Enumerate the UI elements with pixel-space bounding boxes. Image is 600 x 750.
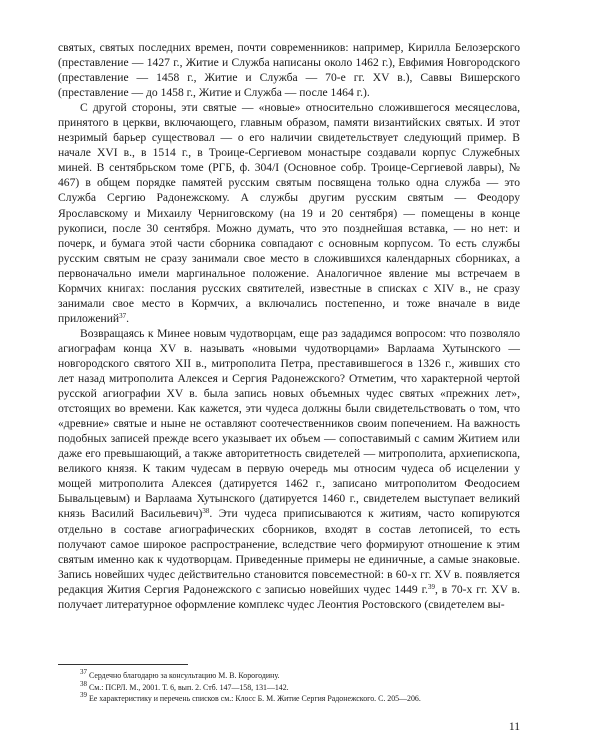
footnote-text: Сердечно благодарю за консультацию М. В. Корогодину. (88, 671, 280, 680)
footnote-number: 39 (80, 691, 87, 700)
footnote-text: См.: ПСРЛ. М., 2001. Т. 6, вып. 2. Стб. 147—158, 131—142. (88, 682, 289, 692)
paragraph-3 (58, 326, 520, 612)
paragraph-3-text: Возвращаясь к Минее новым чудотворцам, еще раз зададимся вопросом: что позволяло агиографам конца XV в. называть «новыми чудотворцами» Варлаама Хутынского — новгородского святого XII в., митрополита Петра, преставившегося в 1326 г., живших сто лет назад митрополита Алексея и Сергия Радонежского? Отметим, что характерной чертой русской агиографии XV в. была запись новых объемных чудес святых «прежних лет», отстоящих во времени. Как кажется, эти чудеса должны были свидетельствовать о том, что «древние» святые и ныне не оставляют соотечественников своим попечением. На важность подобных записей прежде всего указывает их объем — сопоставимый с самим Житием или даже его превышающий, а также авторитетность свидетелей — митрополита, архиепископа, великого князя. К таким чудесам в первую очередь мы относим чудеса об исцелении у мощей митрополита Алексея (датируется 1462 г., записано митрополитом Феодосием Бывальцевым) и Варлаама Хутынского (датируется 1460 г., свидетелем выступает великий князь Василий Васильевич) (58, 326, 520, 521)
paragraph-2-tail: . (126, 311, 130, 325)
paragraph-3-tail: , в 70-х гг. XV в. получает литературное оформление комплекс чудес Леонтия Ростовского (свидетелем вы- (58, 582, 520, 611)
footnotes (58, 670, 520, 705)
paragraph-2 (58, 100, 520, 326)
footnote-ref-38[interactable]: 38 (202, 507, 210, 516)
footnote-ref-39[interactable]: 39 (427, 582, 435, 591)
page-number: 11 (508, 720, 520, 733)
footnote-37 (58, 670, 520, 682)
paragraph-3-middle: . Эти чудеса приписываются к житиям, часто копируются отдельно в составе агиографических сборников, входят в состав летописей, то есть получают самое широкое распространение, вследствие чего формируют отношение к этим святым именно как к чудотворцам. Приведенные примеры не единичные, а самые знаковые. Запись новейших чудес действительно становится повсеместной: в 60-х гг. XV в. появляется редакция Жития Сергия Радонежского с записью новейших чудес 1449 г. (58, 507, 520, 596)
footnote-ref-37[interactable]: 37 (119, 311, 127, 320)
footnote-number: 37 (80, 668, 87, 676)
footnote-divider (58, 664, 188, 665)
paragraph-2-text: С другой стороны, эти святые — «новые» относительно сложившегося месяцеслова, принятого в церкви, включающего, главным образом, памяти византийских святых. И этот незримый барьер существовал — о его наличии свидетельствует следующий пример. В начале XVI в., в 1514 г., в Троице-Сергиевом монастыре создавали корпус Служебных миней. В сентябрьском томе (РГБ, ф. 304/I (Основное собр. Троице-Сергиевой лавры), № 467) в общем порядке памятей русским святым посвящена только одна служба — это Служба Сергию Радонежскому. А службы другим русским святым — Феодору Ярославскому и Михаилу Черниговскому (на 19 и 20 сентября) — помещены в конце рукописи, после 30 сентября. Можно думать, что это позднейшая вставка, — но нет: и почерк, и бумага этой части сборника совпадают с основным корпусом. То есть службы русским святым не сразу занимали свое место в сложившихся календарных сборниках, а первоначально имели маргинальное положение. Аналогичное явление мы встречаем в Кормчих книгах: послания русских святителей, известные в списках с XIV в., не сразу занимали свое место в Кормчих, а включались постепенно, и тоже вначале в виде приложений (58, 101, 520, 325)
footnote-38 (58, 679, 520, 694)
footnote-number: 38 (80, 679, 87, 688)
footnote-text: Ее характеристику и перечень списков см.: Клосс Б. М. Житие Сергия Радонежского. С. 205—206. (88, 694, 421, 704)
paragraph-1-text: святых, святых последних времен, почти современников: например, Кирилла Белозерского (преставление — 1427 г., Житие и Служба написаны около 1462 г.), Евфимия Новгородского (преставление — 1458 г., Житие и Служба — 70-е гг. XV в.), Саввы Вишерского (преставление — до 1458 г., Житие и Служба — после 1464 г.). (58, 41, 520, 100)
paragraph-1 (58, 40, 520, 100)
footnote-39 (58, 693, 520, 705)
main-text (58, 40, 520, 612)
